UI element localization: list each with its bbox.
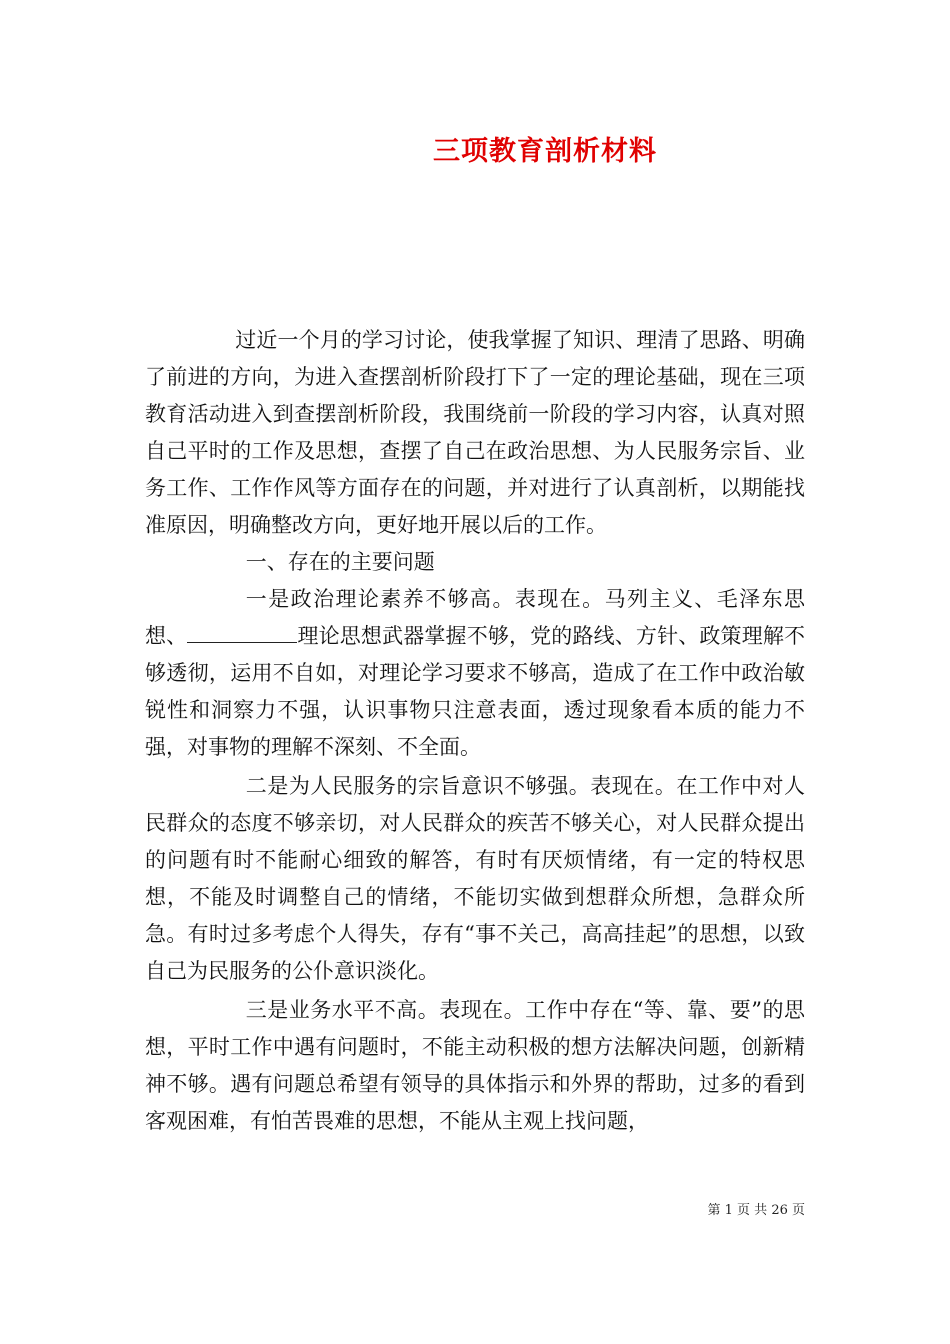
document-title: 三项教育剖析材料 [433,136,657,167]
paragraph-political-theory [145,581,805,766]
paragraph-business-level: 三是业务水平不高。表现在。工作中存在“等、靠、要”的思想，平时工作中遇有问题时，不能主动积极的想方法解决问题，创新精神不够。遇有问题总希望有领导的具体指示和外界的帮助，过多的看到客观困难，有怕苦畏难的思想，不能从主观上找问题， [145,998,805,1133]
paragraph-text-part: 理论思想武器掌握不够，党的路线、方针、政策理解不够透彻，运用不自如，对理论学习要求不够高，造成了在工作中政治敏锐性和洞察力不强，认识事物只注意表面，透过现象看本质的能力不强，对事物的理解不深刻、不全面。 [145,624,806,759]
document-body [145,322,805,1140]
section-heading: 一、存在的主要问题 [245,550,435,574]
intro-paragraph: 过近一个月的学习讨论，使我掌握了知识、理清了思路、明确了前进的方向，为进入查摆剖析阶段打下了一定的理论基础，现在三项教育活动进入到查摆剖析阶段，我围绕前一阶段的学习内容，认真对照自己平时的工作及思想，查摆了自己在政治思想、为人民服务宗旨、业务工作、工作作风等方面存在的问题，并对进行了认真剖析，以期能找准原因，明确整改方向，更好地开展以后的工作。 [145,328,805,537]
page-footer: 第 1 页 共 26 页 [707,1203,805,1218]
paragraph-service-awareness: 二是为人民服务的宗旨意识不够强。表现在。在工作中对人民群众的态度不够亲切，对人民群众的疾苦不够关心，对人民群众提出的问题有时不能耐心细致的解答，有时有厌烦情绪，有一定的特权思想，不能及时调整自己的情绪，不能切实做到想群众所想，急群众所急。有时过多考虑个人得失，存有“事不关己，高高挂起”的思想，以致自己为民服务的公仆意识淡化。 [145,774,805,983]
paragraph-text-part: 一是政治理论素养不够高。表现在。马列主义、毛泽东思想、 [145,587,805,648]
redacted-blank [187,624,297,643]
